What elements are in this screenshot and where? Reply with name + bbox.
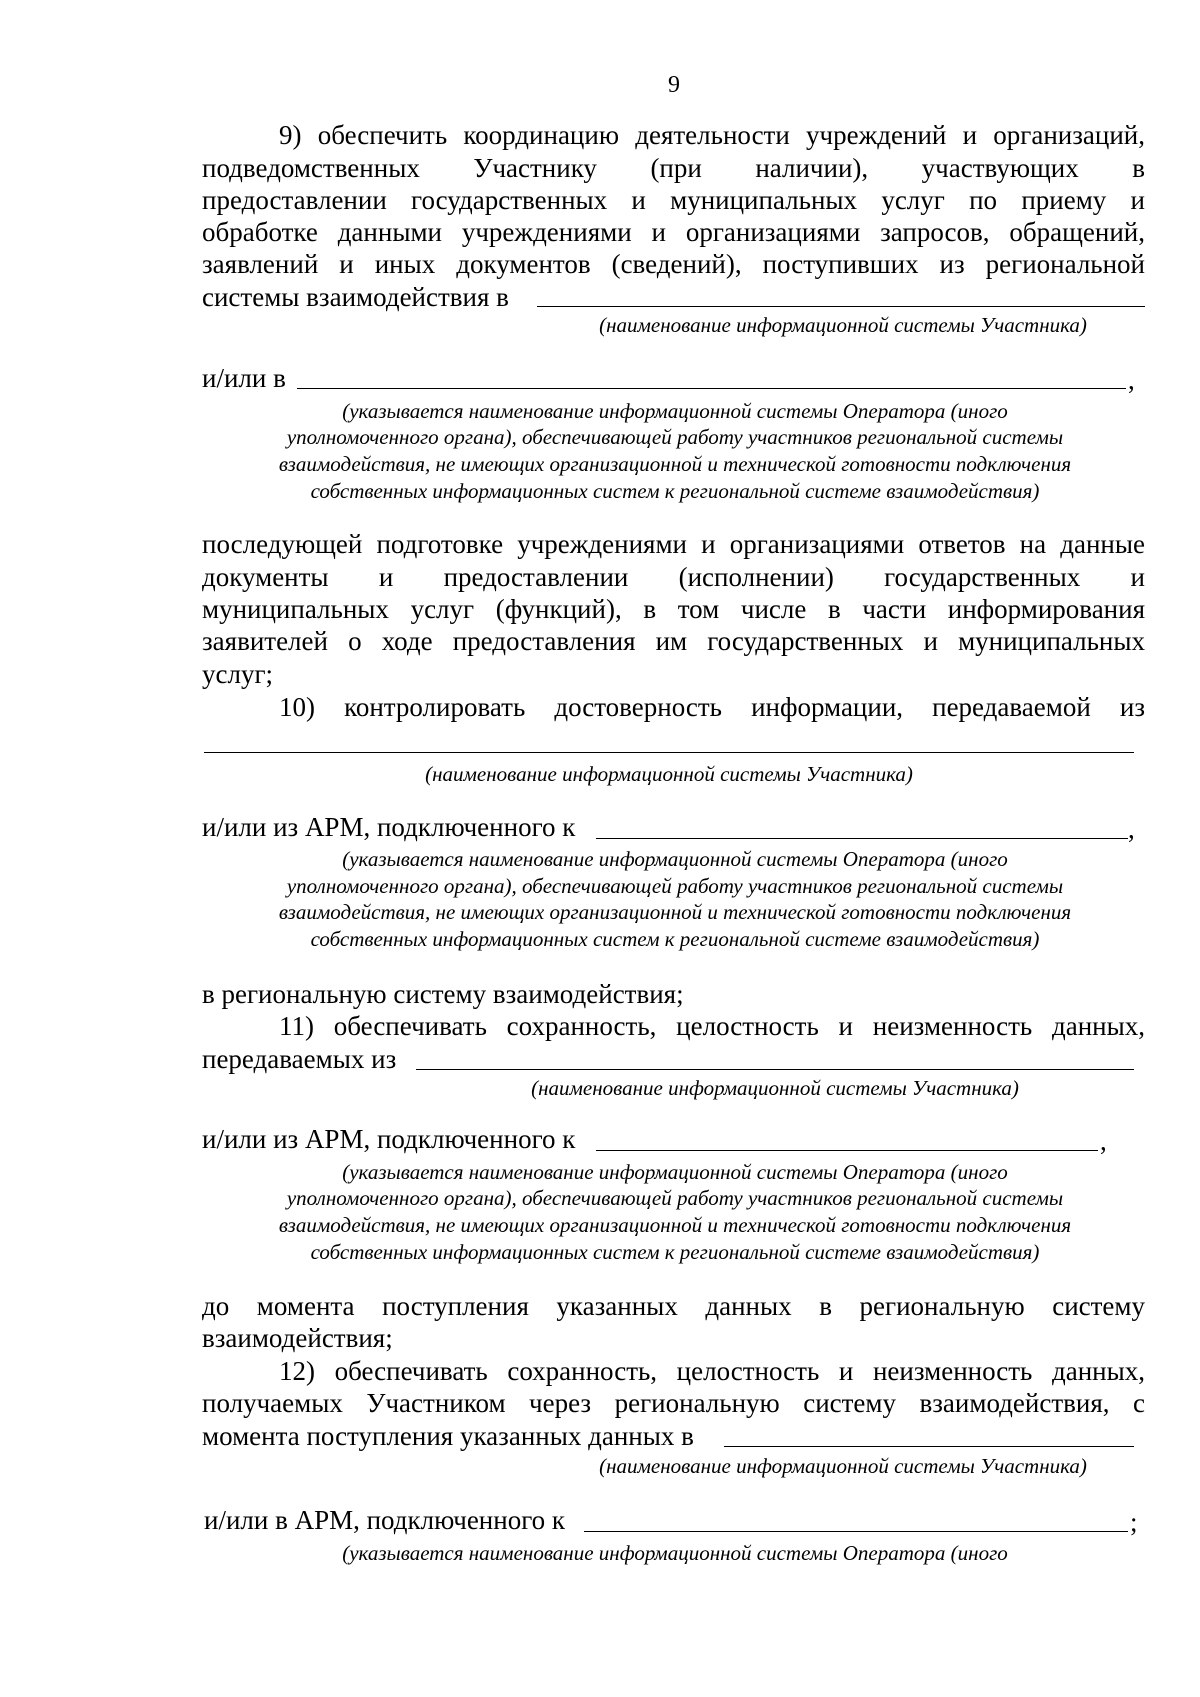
blank-line bbox=[204, 752, 1134, 753]
text-line: услуг; bbox=[202, 659, 274, 689]
text-line: 9) обеспечить координацию деятельности учреждений и организаций, bbox=[279, 120, 1145, 150]
punctuation: ; bbox=[1130, 1507, 1138, 1537]
text-line: и/или в АРМ, подключенного к bbox=[204, 1505, 565, 1535]
text-line: в региональную систему взаимодействия; bbox=[202, 979, 684, 1009]
caption-operator-system: взаимодействия, не имеющих организационной и технической готовности подключения bbox=[278, 452, 1072, 476]
blank-line bbox=[724, 1446, 1134, 1447]
blank-line bbox=[596, 838, 1128, 839]
caption-operator-system: взаимодействия, не имеющих организационной и технической готовности подключения bbox=[278, 900, 1072, 924]
text-line: системы взаимодействия в bbox=[202, 282, 509, 312]
punctuation: , bbox=[1128, 814, 1135, 844]
caption-operator-system: (указывается наименование информационной системы Оператора (иного bbox=[342, 1541, 1008, 1565]
text-line: момента поступления указанных данных в bbox=[202, 1421, 694, 1451]
text-line: заявлений и иных документов (сведений), поступивших из региональной bbox=[202, 249, 1145, 279]
blank-line bbox=[537, 306, 1145, 307]
caption-participant-system: (наименование информационной системы Участника) bbox=[531, 1076, 1019, 1100]
punctuation: , bbox=[1100, 1126, 1107, 1156]
blank-line bbox=[596, 1150, 1098, 1151]
text-line: 12) обеспечивать сохранность, целостность и неизменность данных, bbox=[279, 1356, 1145, 1386]
text-line: и/или из АРМ, подключенного к bbox=[202, 812, 576, 842]
text-line: подведомственных Участнику (при наличии), участвующих в bbox=[202, 153, 1145, 183]
text-line: заявителей о ходе предоставления им государственных и муниципальных bbox=[202, 626, 1145, 656]
caption-operator-system: уполномоченного органа), обеспечивающей работу участников региональной системы bbox=[286, 874, 1064, 898]
caption-operator-system: собственных информационных систем к региональной системе взаимодействия) bbox=[310, 927, 1040, 951]
caption-operator-system: (указывается наименование информационной системы Оператора (иного bbox=[342, 399, 1008, 423]
caption-operator-system: (указывается наименование информационной системы Оператора (иного bbox=[342, 1160, 1008, 1184]
text-line: обработке данными учреждениями и организациями запросов, обращений, bbox=[202, 217, 1145, 247]
punctuation: , bbox=[1128, 365, 1135, 395]
page-number: 9 bbox=[668, 72, 680, 98]
text-line: и/или в bbox=[202, 363, 286, 393]
text-line: предоставлении государственных и муниципальных услуг по приему и bbox=[202, 185, 1145, 215]
text-line: документы и предоставлении (исполнении) государственных и bbox=[202, 562, 1145, 592]
text-line: до момента поступления указанных данных в региональную систему bbox=[202, 1291, 1145, 1321]
blank-line bbox=[584, 1531, 1128, 1532]
caption-operator-system: собственных информационных систем к региональной системе взаимодействия) bbox=[310, 1240, 1040, 1264]
caption-participant-system: (наименование информационной системы Участника) bbox=[599, 313, 1087, 337]
blank-line bbox=[416, 1069, 1134, 1070]
text-line: передаваемых из bbox=[202, 1044, 397, 1074]
text-line: 11) обеспечивать сохранность, целостность и неизменность данных, bbox=[279, 1011, 1145, 1041]
text-line: 10) контролировать достоверность информации, передаваемой из bbox=[279, 692, 1145, 722]
caption-operator-system: (указывается наименование информационной системы Оператора (иного bbox=[342, 847, 1008, 871]
caption-operator-system: уполномоченного органа), обеспечивающей работу участников региональной системы bbox=[286, 425, 1064, 449]
text-line: получаемых Участником через региональную систему взаимодействия, с bbox=[202, 1388, 1145, 1418]
blank-line bbox=[297, 388, 1126, 389]
caption-participant-system: (наименование информационной системы Участника) bbox=[425, 762, 913, 786]
caption-operator-system: взаимодействия, не имеющих организационной и технической готовности подключения bbox=[278, 1213, 1072, 1237]
text-line: муниципальных услуг (функций), в том числе в части информирования bbox=[202, 594, 1145, 624]
text-line: взаимодействия; bbox=[202, 1323, 393, 1353]
caption-participant-system: (наименование информационной системы Участника) bbox=[599, 1454, 1087, 1478]
caption-operator-system: уполномоченного органа), обеспечивающей работу участников региональной системы bbox=[286, 1186, 1064, 1210]
text-line: и/или из АРМ, подключенного к bbox=[202, 1124, 576, 1154]
caption-operator-system: собственных информационных систем к региональной системе взаимодействия) bbox=[310, 479, 1040, 503]
text-line: последующей подготовке учреждениями и организациями ответов на данные bbox=[202, 529, 1145, 559]
